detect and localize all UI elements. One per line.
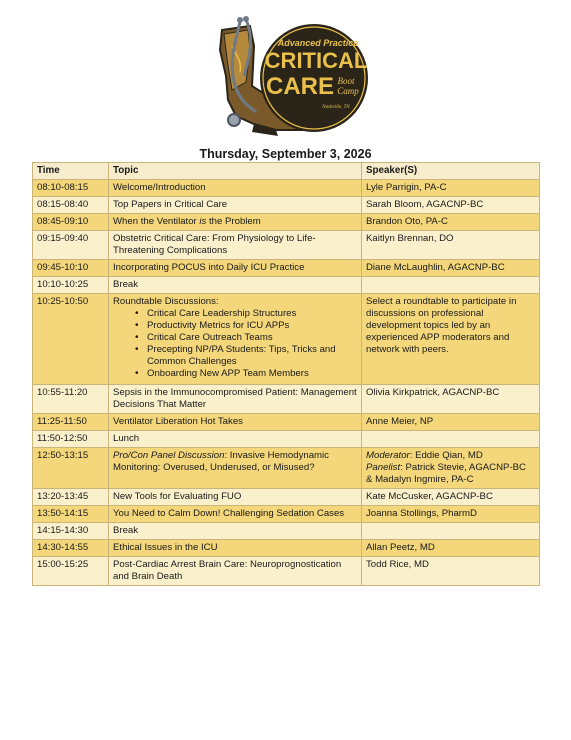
table-row — [33, 414, 540, 431]
topic-text: Roundtable Discussions: — [113, 296, 219, 307]
time-cell: 13:50-14:15 — [33, 506, 109, 523]
time-cell: 15:00-15:25 — [33, 557, 109, 586]
moderator-line — [366, 450, 535, 462]
topic-cell: Top Papers in Critical Care — [109, 197, 362, 214]
table-row — [33, 180, 540, 197]
topic-text: When the Ventilator — [113, 216, 200, 227]
time-cell: 10:25-10:50 — [33, 294, 109, 385]
page-title: Thursday, September 3, 2026 — [199, 147, 372, 161]
time-cell: 10:10-10:25 — [33, 277, 109, 294]
table-row — [33, 260, 540, 277]
logo-line4: Boot — [337, 76, 355, 86]
topic-text: : Invasive Hemodynamic Monitoring: Overused, Underused, or Misused? — [113, 450, 329, 473]
roundtable-list — [113, 308, 357, 382]
time-cell: 08:45-09:10 — [33, 214, 109, 231]
speaker-cell: Diane McLaughlin, AGACNP-BC — [362, 260, 540, 277]
time-cell: 11:25-11:50 — [33, 414, 109, 431]
speaker-cell: Kate McCusker, AGACNP-BC — [362, 489, 540, 506]
table-row — [33, 214, 540, 231]
logo-line2: CRITICAL — [264, 48, 368, 73]
speaker-cell: Anne Meier, NP — [362, 414, 540, 431]
list-item: • Onboarding New APP Team Members — [135, 368, 357, 380]
speaker-cell — [362, 523, 540, 540]
list-item: • Critical Care Leadership Structures — [135, 308, 357, 320]
moderator-name: : Eddie Qian, MD — [409, 450, 483, 461]
topic-cell — [109, 448, 362, 489]
topic-cell: Ethical Issues in the ICU — [109, 540, 362, 557]
time-cell: 08:15-08:40 — [33, 197, 109, 214]
speaker-cell: Olivia Kirkpatrick, AGACNP-BC — [362, 385, 540, 414]
topic-cell: Welcome/Introduction — [109, 180, 362, 197]
table-row — [33, 489, 540, 506]
list-item: • Productivity Metrics for ICU APPs — [135, 320, 357, 332]
topic-emphasis: is — [199, 216, 207, 227]
logo-line3: CARE — [265, 73, 335, 100]
list-item: • Critical Care Outreach Teams — [135, 332, 357, 344]
topic-cell: Incorporating POCUS into Daily ICU Practice — [109, 260, 362, 277]
topic-cell: Obstetric Critical Care: From Physiology to Life-Threatening Complications — [109, 231, 362, 260]
speaker-cell: Lyle Parrigin, PA-C — [362, 180, 540, 197]
table-row — [33, 231, 540, 260]
topic-cell: Lunch — [109, 431, 362, 448]
table-row — [33, 506, 540, 523]
table-header-row — [33, 163, 540, 180]
time-cell: 13:20-13:45 — [33, 489, 109, 506]
time-cell: 11:50-12:50 — [33, 431, 109, 448]
topic-cell: Sepsis in the Immunocompromised Patient: Management Decisions That Matter — [109, 385, 362, 414]
time-cell: 10:55-11:20 — [33, 385, 109, 414]
header-topic: Topic — [109, 163, 362, 180]
speaker-cell: Select a roundtable to participate in discussions on professional development topics led by an experienced APP moderators and network with peers. — [362, 294, 540, 385]
speaker-cell: Joanna Stollings, PharmD — [362, 506, 540, 523]
topic-cell: Ventilator Liberation Hot Takes — [109, 414, 362, 431]
table-row — [33, 431, 540, 448]
table-row — [33, 197, 540, 214]
time-cell: 12:50-13:15 — [33, 448, 109, 489]
table-row — [33, 294, 540, 385]
table-row — [33, 277, 540, 294]
topic-cell: Post-Cardiac Arrest Brain Care: Neuroprognostication and Brain Death — [109, 557, 362, 586]
topic-cell — [109, 214, 362, 231]
time-cell: 09:45-10:10 — [33, 260, 109, 277]
topic-cell: New Tools for Evaluating FUO — [109, 489, 362, 506]
speaker-cell — [362, 277, 540, 294]
speaker-cell — [362, 448, 540, 489]
speaker-cell: Todd Rice, MD — [362, 557, 540, 586]
topic-cell: You Need to Calm Down! Challenging Sedation Cases — [109, 506, 362, 523]
moderator-label: Moderator — [366, 450, 410, 461]
header-speaker: Speaker(S) — [362, 163, 540, 180]
agenda-table — [32, 162, 540, 586]
time-cell: 14:15-14:30 — [33, 523, 109, 540]
header-time: Time — [33, 163, 109, 180]
time-cell: 09:15-09:40 — [33, 231, 109, 260]
panelist-line — [366, 462, 535, 486]
logo-line6: Nashville, TN — [322, 105, 350, 110]
panelist-label: Panelist — [366, 462, 401, 473]
table-row — [33, 523, 540, 540]
list-item: • Precepting NP/PA Students: Tips, Tricks and Common Challenges — [135, 344, 357, 368]
topic-text: the Problem — [206, 216, 261, 227]
time-cell: 08:10-08:15 — [33, 180, 109, 197]
logo-line5: Camp — [337, 86, 359, 96]
table-row — [33, 557, 540, 586]
topic-cell: Break — [109, 277, 362, 294]
speaker-cell: Allan Peetz, MD — [362, 540, 540, 557]
speaker-cell — [362, 431, 540, 448]
speaker-cell: Sarah Bloom, AGACNP-BC — [362, 197, 540, 214]
time-cell: 14:30-14:55 — [33, 540, 109, 557]
panelist-names: : Patrick Stevie, AGACNP-BC & Madalyn Ingmire, PA-C — [366, 462, 526, 485]
conference-logo — [206, 16, 370, 138]
speaker-cell: Brandon Oto, PA-C — [362, 214, 540, 231]
topic-emphasis: Pro/Con Panel Discussion — [113, 450, 225, 461]
topic-cell: Break — [109, 523, 362, 540]
table-row — [33, 385, 540, 414]
logo-line1: Advanced Practice — [277, 38, 359, 48]
speaker-cell: Kaitlyn Brennan, DO — [362, 231, 540, 260]
topic-cell — [109, 294, 362, 385]
table-row — [33, 448, 540, 489]
table-row — [33, 540, 540, 557]
